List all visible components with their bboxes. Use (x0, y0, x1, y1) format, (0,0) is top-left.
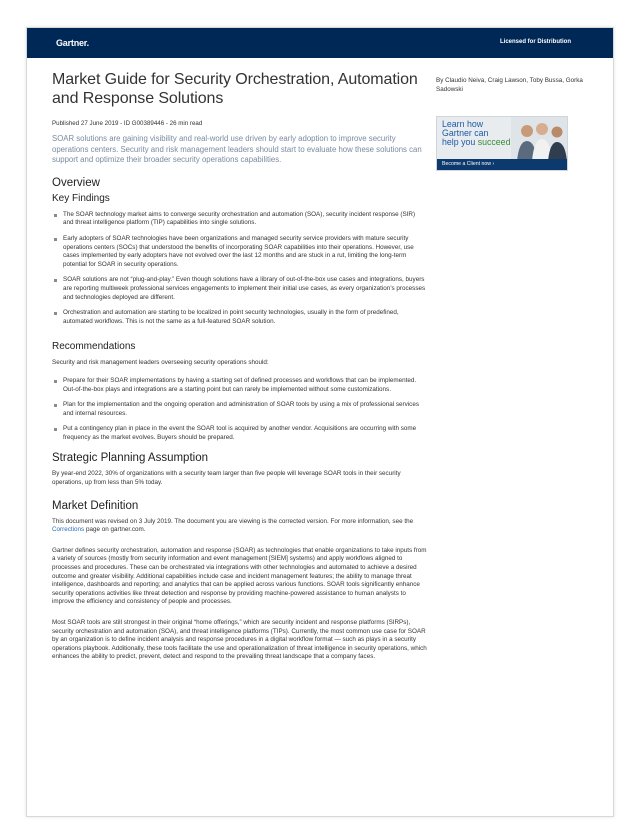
recommendations-heading: Recommendations (52, 341, 136, 353)
revision-note (52, 518, 427, 535)
revision-text-a: This document was revised on 3 July 2019. The document you are viewing is the corrected version. For more information, see the (52, 517, 414, 525)
list-item: Prepare for their SOAR implementations by having a starting set of defined processes and workflows that can be implemented. Out-of-the-box plays and integrations are a starting point but can rarely be implemented without some customizations. (52, 377, 427, 394)
definition-paragraph-2: Most SOAR tools are still strongest in their original “home offerings,” which are security incident and response platforms (SIRPs), security orchestration and automation (SOA), and threat intelligence platforms (TIPs). Currently, the most common use case for SOAR by an organization is to define incident analysis and response procedures in a digital workflow format — such as plays in a security operations playbook. Additionally, these tools facilitate the use and operationalization of threat intelligence in security operations, which enhances the ability to predict, prevent, detect and respond to the prevailing threat landscape that a company faces. (52, 619, 427, 661)
page-title: Market Guide for Security Orchestration, Automation and Response Solutions (52, 71, 418, 107)
ad-line-3 (442, 138, 520, 147)
ad-line-2: Gartner can (442, 128, 489, 139)
list-item: Put a contingency plan in place in the event the SOAR tool is acquired by another vendor. Acquisitions are occurring with some frequency as the market evolves. Buyers should be prepared. (52, 425, 427, 442)
publication-meta: Published 27 June 2019 - ID G00389446 - 26 min read (52, 120, 203, 127)
top-bar (27, 28, 613, 58)
list-item: SOAR solutions are not “plug-and-play.” Even though solutions have a library of out-of-the-box use cases and integrations, buyers are reporting multiweek professional services engagements to implement their initial use cases, as every organization’s processes and technologies deployed are different. (52, 276, 427, 302)
recommendations-intro: Security and risk management leaders overseeing security operations should: (52, 359, 269, 367)
authors: By Claudio Neiva, Craig Lawson, Toby Bussa, Gorka Sadowski (436, 77, 583, 93)
people-photo-icon (511, 117, 567, 161)
overview-heading: Overview (52, 176, 100, 189)
key-findings-heading: Key Findings (52, 192, 110, 204)
ad-line-1: Learn how (442, 119, 484, 129)
document-page (26, 27, 614, 817)
licensed-label: Licensed for Distribution (499, 39, 571, 45)
list-item: The SOAR technology market aims to converge security orchestration and automation (SOA), security incident response (SIR) and threat intelligence platform (TIP) capabilities into single solutions. (52, 211, 427, 228)
main-column (52, 70, 427, 662)
spa-heading: Strategic Planning Assumption (52, 452, 208, 465)
market-definition-heading: Market Definition (52, 499, 139, 512)
list-item: Early adopters of SOAR technologies have been organizations and managed security service providers with mature security operations centers (SOCs) that understood the benefits of incorporating SOAR capabilities into their operations. However, use cases implemented by early adopters have not evolved over the last 12 months and are stuck in a rut, limiting the long-term potential for SOAR in security operations. (52, 235, 427, 269)
spa-text: By year-end 2022, 30% of organizations with a security team larger than five people will leverage SOAR tools in their security operations, up from less than 5% today. (52, 470, 401, 487)
list-item: Plan for the implementation and the ongoing operation and administration of SOAR tools by using a mix of professional services and internal resources. (52, 401, 427, 418)
recommendations-list (52, 377, 427, 443)
ad-line-3a: help you (442, 137, 478, 148)
ad-line-3b: succeed (477, 137, 511, 148)
summary: SOAR solutions are gaining visibility and real-world use driven by early adoption to improve security operations centers. Security and risk management leaders should start to evaluate how these solutions can support and optimize their broader security operations capabilities. (52, 134, 422, 165)
definition-paragraph: Gartner defines security orchestration, automation and response (SOAR) as technologies that enable organizations to take inputs from a variety of sources (mostly from security information and event management [SIEM] systems) and apply workflows aligned to processes and procedures. These can be orchestrated via integrations with other technologies and automated to achieve a desired outcome and greater visibility. Additional capabilities include case and incident management features; the ability to manage threat intelligence, dashboards and reporting; and analytics that can be applied across various functions. SOAR tools significantly enhance security operations activities like threat detection and response by providing machine-powered assistance to human analysts to improve the efficiency and consistency of people and processes. (52, 546, 427, 606)
revision-text-b: page on gartner.com. (84, 526, 146, 534)
gartner-logo[interactable]: Gartner. (56, 38, 89, 48)
corrections-link[interactable]: Corrections (52, 526, 85, 534)
list-item: Orchestration and automation are starting to be localized in point security technologies, usually in the form of predefined, automated workflows. This is not the same as a full-featured SOAR solution. (52, 309, 427, 326)
become-client-button[interactable]: Become a Client now › (437, 159, 567, 170)
side-column (436, 76, 586, 171)
key-findings-list (52, 211, 427, 327)
ad-text (442, 120, 520, 148)
gartner-ad-banner[interactable] (436, 116, 568, 171)
